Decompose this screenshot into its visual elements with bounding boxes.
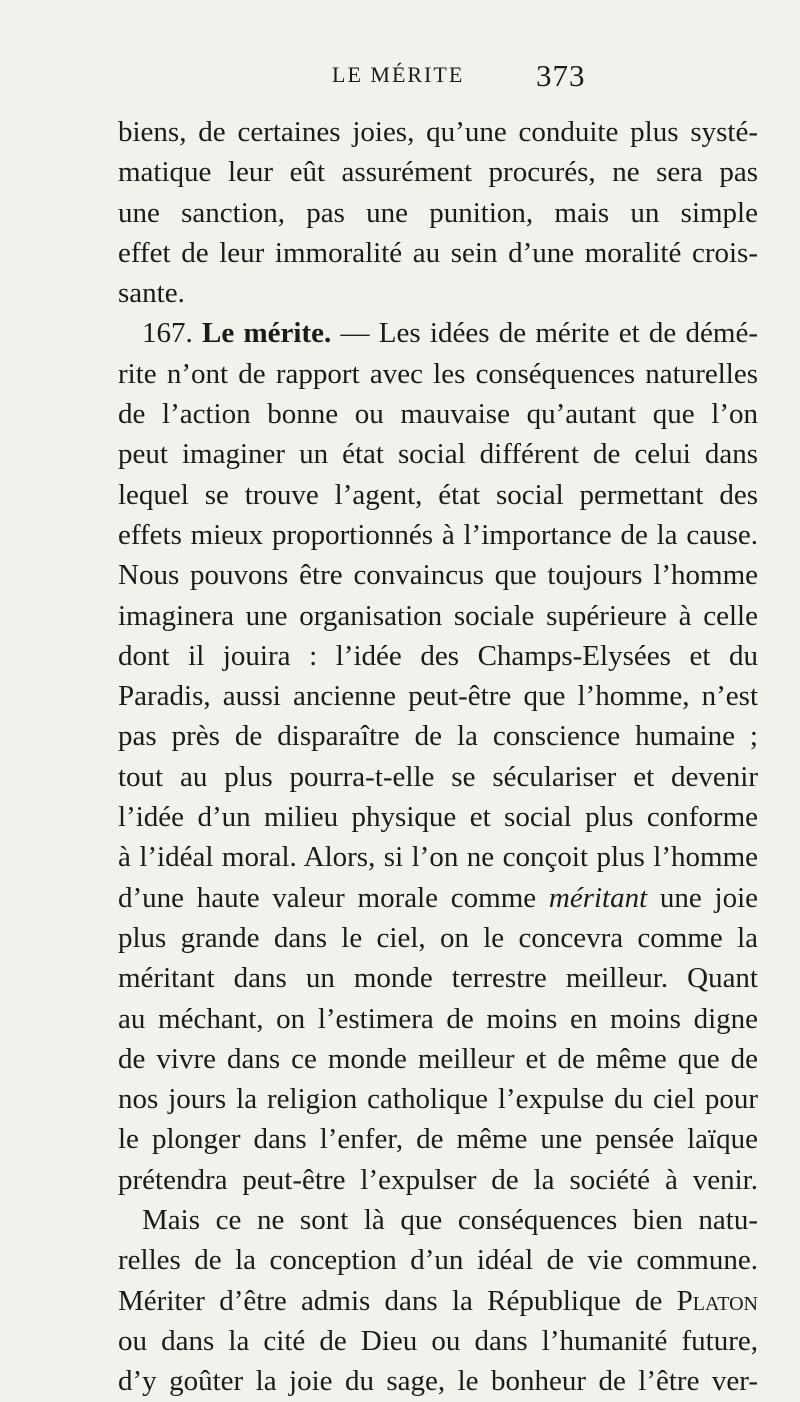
section-heading: Le mérite.	[202, 317, 332, 350]
page-header	[0, 58, 800, 98]
text-line: imaginera une organisation sociale supérieure à celle	[118, 599, 758, 632]
text-line: pas près de disparaître de la conscience humaine ;	[118, 720, 758, 753]
text-line: le plonger dans l’enfer, de même une pensée laïque	[118, 1123, 758, 1156]
italic-word: méritant	[548, 881, 648, 914]
text-line: sante.	[118, 277, 185, 310]
text-line: Paradis, aussi ancienne peut-être que l’homme, n’est	[118, 680, 758, 713]
text-line: d’y goûter la joie du sage, le bonheur de l’être ver-	[118, 1365, 758, 1398]
text-line: peut imaginer un état social différent de celui dans	[118, 438, 758, 471]
text-line: au méchant, on l’estimera de moins en moins digne	[118, 1002, 758, 1035]
text-line: matique leur eût assurément procurés, ne sera pas	[118, 156, 758, 189]
text-line: Nous pouvons être convaincus que toujours l’homme	[118, 559, 758, 592]
section-heading-line	[118, 313, 758, 353]
text-line: une sanction, pas une punition, mais un simple	[118, 196, 758, 229]
text-line: de vivre dans ce monde meilleur et de même que de	[118, 1042, 758, 1075]
text-line: l’idée d’un milieu physique et social plus conforme	[118, 801, 758, 834]
text-line: de l’action bonne ou mauvaise qu’autant que l’on	[118, 398, 758, 431]
text-line: rite n’ont de rapport avec les conséquences naturelles	[118, 357, 758, 390]
text-line: tout au plus pourra-t-elle se séculariser et devenir	[118, 760, 758, 793]
section-heading-continuation: — Les idées de mérite et de démé-	[340, 317, 758, 350]
text-line: à l’idéal moral. Alors, si l’on ne conçoit plus l’homme	[118, 841, 758, 874]
text-line: effets mieux proportionnés à l’importance de la cause.	[118, 518, 758, 551]
section-number: 167.	[142, 317, 193, 350]
text-line: plus grande dans le ciel, on le concevra comme la	[118, 921, 758, 954]
author-name: Platon	[676, 1284, 758, 1317]
text-line: lequel se trouve l’agent, état social permettant des	[118, 478, 758, 511]
text-line: effet de leur immoralité au sein d’une moralité crois-	[118, 236, 758, 269]
running-title: LE MÉRITE	[332, 62, 465, 87]
text-line-with-italic	[118, 878, 758, 918]
body-text	[118, 112, 758, 1402]
text-line: Mais ce ne sont là que conséquences bien natu-	[142, 1204, 758, 1237]
text-line: relles de la conception d’un idéal de vie commune.	[118, 1244, 758, 1277]
text-line: biens, de certaines joies, qu’une conduite plus systé-	[118, 116, 758, 148]
text-line: dont il jouira : l’idée des Champs-Elysées et du	[118, 639, 758, 672]
page-number: 373	[536, 58, 586, 93]
text-line-with-smallcaps	[118, 1281, 758, 1321]
text-line: ou dans la cité de Dieu ou dans l’humanité future,	[118, 1324, 758, 1357]
text-segment: Mériter d’être admis dans la République de	[118, 1284, 663, 1317]
text-segment: d’une haute valeur morale comme	[118, 881, 537, 914]
text-segment: une joie	[659, 881, 758, 914]
text-line: prétendra peut-être l’expulser de la société à venir.	[118, 1163, 758, 1196]
text-line: méritant dans un monde terrestre meilleur. Quant	[118, 962, 758, 995]
text-line: nos jours la religion catholique l’expulse du ciel pour	[118, 1083, 758, 1116]
